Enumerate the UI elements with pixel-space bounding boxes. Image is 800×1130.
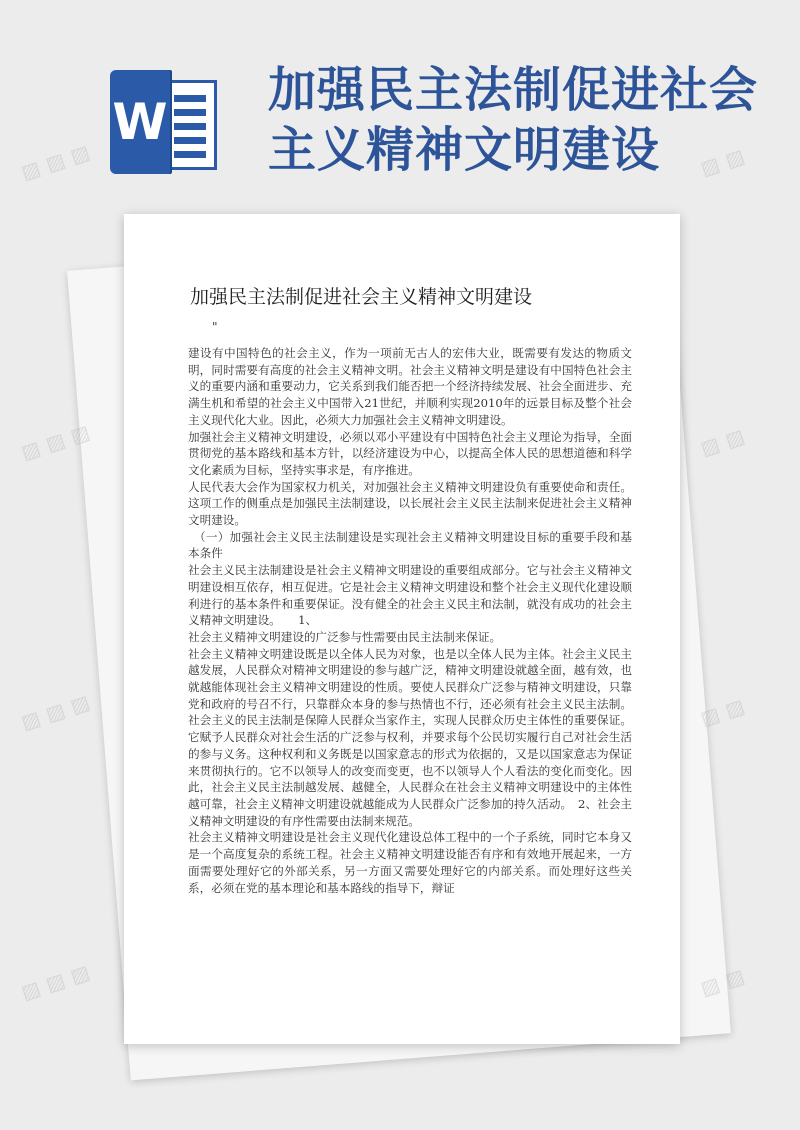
section-heading: （一）加强社会主义民主法制建设是实现社会主义精神文明建设目标的重要手段和基本条件	[188, 529, 632, 561]
quote-mark: "	[212, 320, 218, 334]
paragraph: 建设有中国特色的社会主义，作为一项前无古人的宏伟大业，既需要有发达的物质文明，同时需要有高度的社会主义精神文明。社会主义精神文明是建设有中国特色社会主义的重要内涵和重要动力，它关系到我们能否把一个经济持续发展、社会全面进步、充满生机和希望的社会主义中国带入21世纪，并顺利实现2010年的远景目标及整个社会主义现代化大业。因此，必须大力加强社会主义精神文明建设。	[188, 346, 632, 427]
watermark-mark: ▨ ▨	[697, 423, 748, 461]
document-page	[124, 214, 680, 1044]
paragraph: 社会主义精神文明建设是社会主义现代化建设总体工程中的一个子系统，同时它本身又是一个高度复杂的系统工程。社会主义精神文明建设能否有序和有效地开展起来，一方面需要处理好它的外部关系，另一方面又需要处理好它的内部关系。而处理好这些关系，必须在党的基本理论和基本路线的指导下，辩证	[188, 830, 632, 895]
watermark-mark: ▨ ▨ ▨	[18, 419, 93, 465]
paragraph: 社会主义民主法制建设是社会主义精神文明建设的重要组成部分。它与社会主义精神文明建设相互依存，相互促进。它是社会主义精神文明建设和整个社会主义现代化建设顺利进行的基本条件和重要保证。没有健全的社会主义民主和法制，就没有成功的社会主义精神文明建设。 1、	[188, 563, 632, 628]
watermark-mark: ▨ ▨ ▨	[18, 689, 93, 735]
document-body	[188, 345, 632, 896]
banner-title: 加强民主法制促进社会主义精神文明建设	[268, 62, 759, 178]
watermark-mark: ▨ ▨ ▨	[18, 139, 93, 185]
word-doc-lines	[166, 80, 217, 170]
word-document-icon	[110, 70, 218, 174]
paragraph: 人民代表大会作为国家权力机关，对加强社会主义精神文明建设负有重要使命和责任。这项工作的侧重点是加强民主法制建设，以长展社会主义民主法制来促进社会主义精神文明建设。	[188, 479, 632, 528]
watermark-mark: ▨ ▨	[697, 963, 748, 1001]
paragraph: 社会主义精神文明建设的广泛参与性需要由民主法制来保证。	[188, 629, 502, 644]
word-letter: W	[110, 70, 170, 174]
banner	[0, 0, 800, 200]
document-title: 加强民主法制促进社会主义精神文明建设	[190, 286, 533, 308]
paragraph: 社会主义精神文明建设既是以全体人民为对象，也是以全体人民为主体。社会主义民主越发展，人民群众对精神文明建设的参与越广泛，精神文明建设就越全面，越有效，也就越能体现社会主义精神文明建设的性质。要使人民群众广泛参与精神文明建设，只靠党和政府的号召不行，只靠群众本身的参与热情也不行，还必须有社会主义民主法制。社会主义的民主法制是保障人民群众当家作主，实现人民群众历史主体性的重要保证。它赋予人民群众对社会生活的广泛参与权利，并要求每个公民切实履行自己对社会生活的参与义务。这种权利和义务既是以国家意志的形式为依据的，又是以国家意志为保证来贯彻执行的。它不以领导人的改变而变更，也不以领导人个人看法的变化而变化。因此，社会主义民主法制越发展、越健全，人民群众在社会主义精神文明建设中的主体性越可靠，社会主义精神文明建设就越能成为人民群众广泛参加的持久活动。 2、社会主义精神文明建设的有序性需要由法制来规范。	[188, 646, 632, 828]
watermark-mark: ▨ ▨	[697, 693, 748, 731]
watermark-mark: ▨ ▨ ▨	[18, 959, 93, 1005]
watermark-mark: ▨ ▨	[697, 143, 748, 181]
paragraph: 加强社会主义精神文明建设，必须以邓小平建设有中国特色社会主义理论为指导，全面贯彻党的基本路线和基本方针，以经济建设为中心，以提高全体人民的思想道德和科学文化素质为目标，坚持实事求是，有序推进。	[188, 429, 632, 477]
